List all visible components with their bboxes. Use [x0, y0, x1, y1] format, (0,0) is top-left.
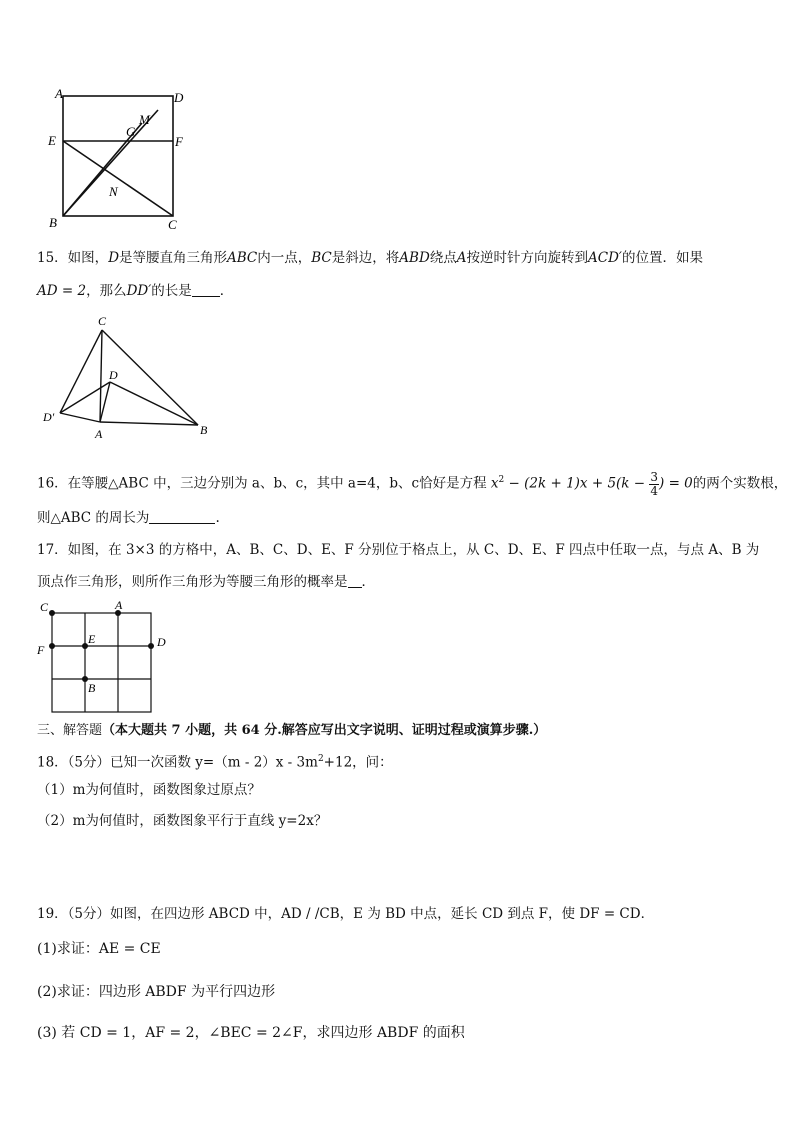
q16-eq: x — [490, 475, 499, 492]
q19-sub3: (3) 若 CD = 1，AF = 2，∠BEC = 2∠F，求四边形 ABDF 的面积 — [37, 1025, 465, 1041]
label-D: D — [174, 90, 184, 105]
label-E: E — [88, 632, 96, 646]
label-A: A — [115, 598, 123, 612]
q15-var: ABC — [227, 250, 258, 266]
label-M: M — [139, 112, 150, 127]
label-N: N — [109, 184, 118, 199]
fraction-denominator: 4 — [650, 483, 659, 498]
q15-var: BC — [311, 250, 332, 266]
q15-text: ，那么 — [86, 283, 127, 299]
label-C: C — [40, 600, 49, 614]
q17-line2 — [37, 572, 375, 592]
q15-text: 内一点， — [257, 250, 312, 266]
segment-DB — [110, 382, 198, 425]
q15-line1 — [37, 248, 703, 268]
point-D — [148, 643, 154, 649]
label-F: F — [37, 643, 45, 657]
q17-text: 顶点作三角形，则所作三角形为等腰三角形的概率是 — [37, 574, 348, 590]
q15-text: 绕点 — [429, 250, 457, 266]
label-F: F — [175, 134, 183, 149]
q16-eq-exponent: 2 — [498, 475, 505, 485]
figure-q14 — [44, 84, 194, 234]
grid-border — [52, 613, 151, 712]
q16-text: 16．在等腰△ABC 中，三边分别为 a、b、c，其中 a=4，b、c恰好是方程 — [37, 475, 487, 492]
q15-text: 按逆时针方向旋转到 — [466, 250, 589, 266]
q18-text: +12，问： — [323, 754, 393, 771]
q16-text: 的两个实数根， — [692, 475, 788, 492]
point-F — [49, 643, 55, 649]
q15-var: DD′ — [126, 283, 152, 299]
point-C — [49, 610, 55, 616]
q15-eq: AD = 2 — [37, 283, 87, 299]
label-G: G — [126, 124, 136, 139]
label-C: C — [168, 217, 177, 232]
section-title: 三、解答题 — [37, 723, 103, 738]
q15-text: 是斜边，将 — [331, 250, 400, 266]
answer-blank[interactable] — [348, 573, 362, 588]
q19-line1: 19．（5分）如图，在四边形 ABCD 中，AD / /CB，E 为 BD 中点，延长 CD 到点 F，使 DF = CD． — [37, 906, 655, 922]
label-D: D — [157, 635, 166, 649]
label-B: B — [49, 215, 57, 230]
q16-fraction — [649, 471, 659, 498]
q16-eq: ) = 0 — [659, 475, 693, 492]
q17-text: ． — [361, 574, 375, 590]
q19-sub1: (1)求证：AE = CE — [37, 941, 161, 957]
label-B: B — [200, 423, 208, 437]
q15-var: A — [456, 250, 467, 266]
answer-blank[interactable] — [192, 282, 220, 297]
segment-DpA — [60, 413, 100, 422]
q18-sub2: （2）m为何值时，函数图象平行于直线 y=2x？ — [37, 813, 328, 829]
q16-text: . — [215, 510, 220, 526]
q15-text: 的长是 — [151, 283, 192, 299]
q18-text: 18．（5分）已知一次函数 y=（m - 2）x - 3m — [37, 754, 318, 771]
q18-exponent: 2 — [317, 754, 324, 764]
q15-text: 是等腰直角三角形 — [119, 250, 228, 266]
label-D: D — [109, 368, 118, 382]
q15-var: ACD′ — [588, 250, 622, 266]
q18-sub1: （1）m为何值时，函数图象过原点？ — [37, 782, 261, 798]
q17-line1: 17．如图，在 3×3 的方格中，A、B、C、D、E、F 分别位于格点上，从 C、D、E、F 四点中任取一点，与点 A、B 为 — [37, 542, 760, 558]
q16-text: 则△ABC 的周长为 — [37, 510, 150, 526]
q18-line1 — [37, 749, 393, 773]
fraction-numerator: 3 — [650, 469, 659, 484]
label-A: A — [55, 86, 63, 101]
label-D-prime: D′ — [43, 410, 55, 424]
label-E: E — [48, 133, 56, 148]
figure-q15 — [38, 312, 218, 442]
segment-CA — [100, 330, 102, 422]
q16-eq: − (2k + 1)x + 5(k − — [504, 475, 650, 492]
q19-sub2: (2)求证：四边形 ABDF 为平行四边形 — [37, 984, 276, 1000]
q15-line2 — [37, 281, 233, 301]
label-B: B — [88, 681, 96, 695]
q15-text: 15．如图， — [37, 250, 109, 266]
section-3-header — [37, 721, 546, 741]
label-C: C — [98, 314, 107, 328]
q15-var: D — [108, 250, 120, 266]
section-note: （本大题共 7 小题，共 64 分.解答应写出文字说明、证明过程或演算步骤.） — [102, 723, 547, 738]
q15-text: ． — [219, 283, 234, 299]
q16-line2 — [37, 508, 220, 528]
answer-blank[interactable] — [149, 509, 215, 524]
q15-text: 的位置．如果 — [622, 250, 703, 266]
figure-q17 — [34, 598, 184, 716]
segment-AB — [100, 422, 198, 425]
label-A: A — [95, 427, 103, 441]
q16-line1 — [37, 470, 787, 498]
q15-var: ABD — [399, 250, 430, 266]
